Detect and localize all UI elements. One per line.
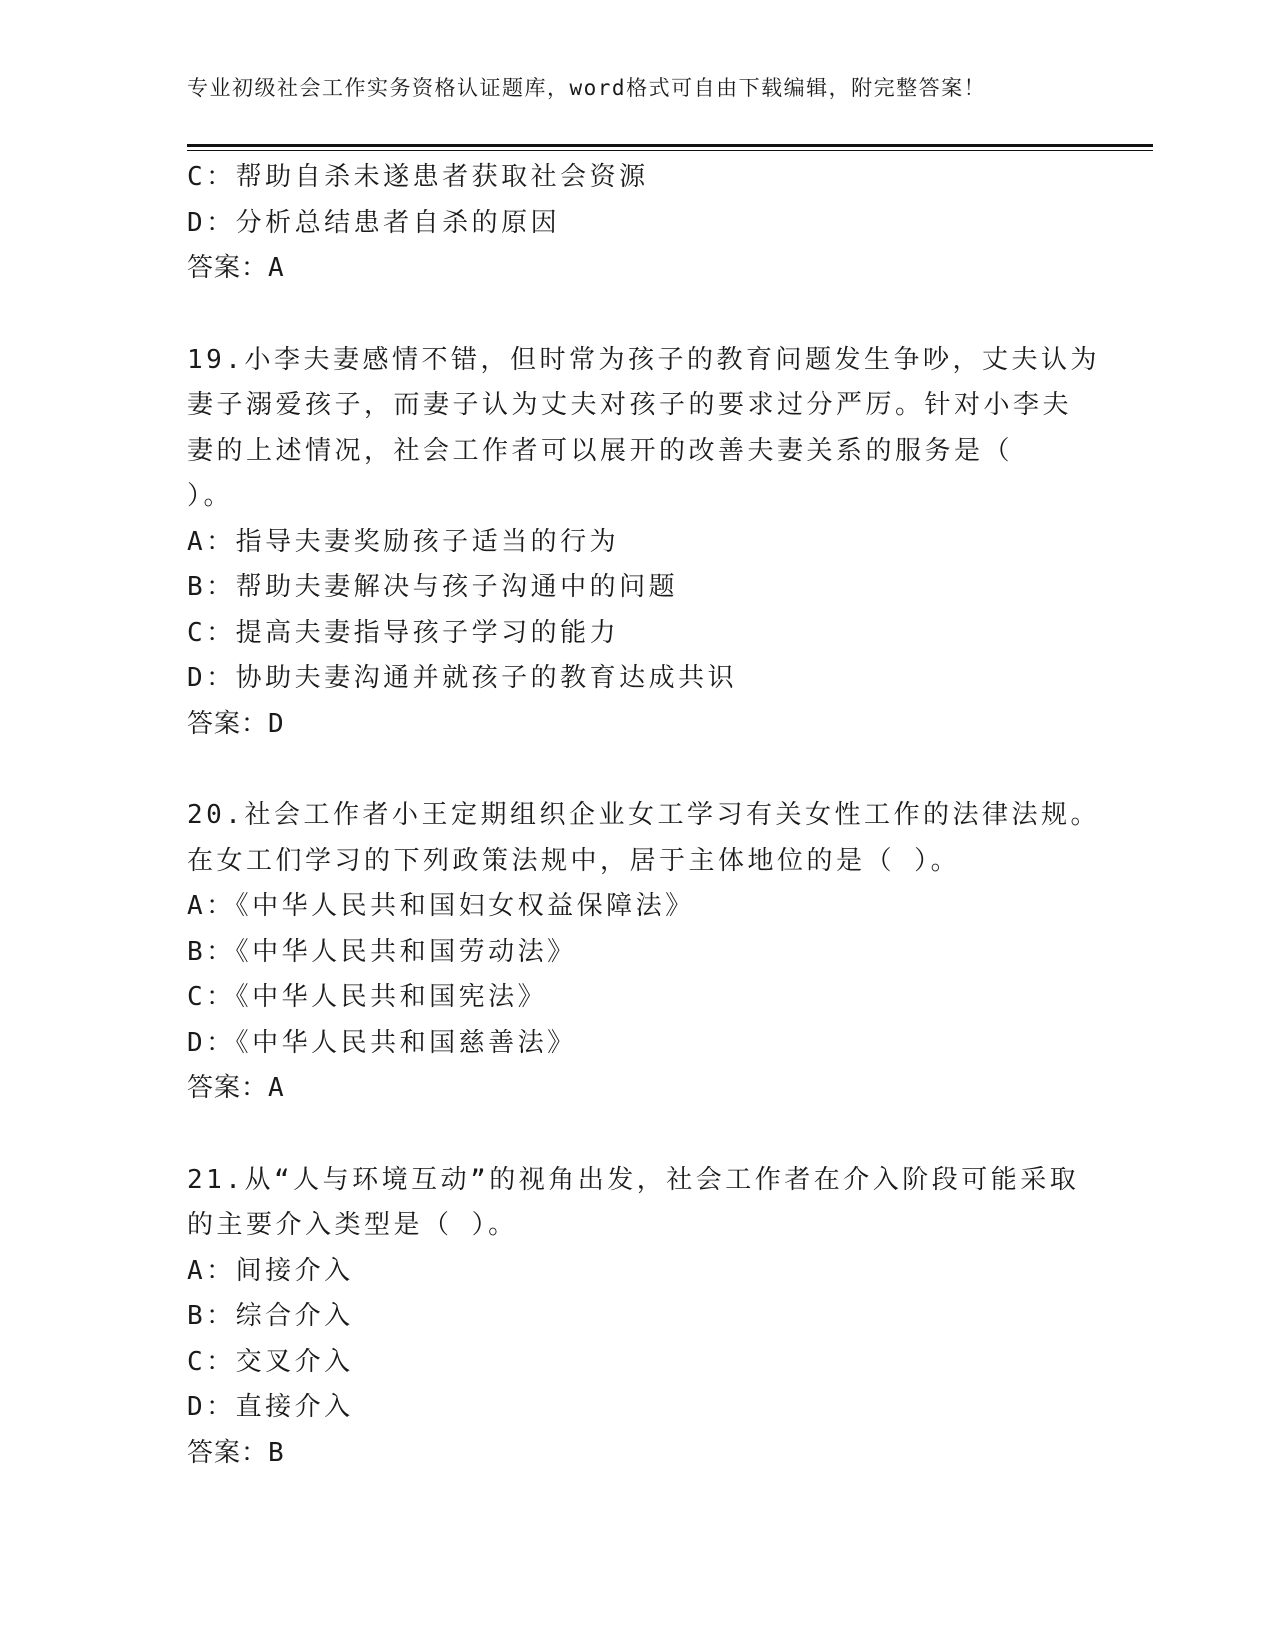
spacer [187, 747, 1067, 793]
question-text: 21.从“人与环境互动”的视角出发，社会工作者在介入阶段可能采取 [187, 1164, 1080, 1195]
answer: 答案：B [187, 1437, 285, 1468]
option-d: D：《中华人民共和国慈善法》 [187, 1027, 577, 1058]
answer: 答案：A [187, 1073, 285, 1103]
question-text: 在女工们学习的下列政策法规中，居于主体地位的是（ ）。 [187, 845, 961, 876]
question-text: ）。 [187, 481, 234, 511]
option-c: C：交叉介入 [187, 1346, 354, 1377]
page-header: 专业初级社会工作实务资格认证题库，word格式可自由下载编辑，附完整答案！ [187, 76, 987, 100]
question-text: 19.小李夫妻感情不错，但时常为孩子的教育问题发生争吵，丈夫认为 [187, 344, 1100, 375]
option-a: A：《中华人民共和国妇女权益保障法》 [187, 891, 695, 921]
option-a: A：指导夫妻奖励孩子适当的行为 [187, 526, 620, 557]
document-body [187, 155, 1100, 1476]
question-text: 的主要介入类型是（ ）。 [187, 1210, 518, 1240]
question-20 [187, 793, 1100, 1112]
option-a: A：间接介入 [187, 1255, 354, 1286]
option-d: D：直接介入 [187, 1392, 354, 1422]
question-18-tail [187, 155, 1067, 292]
question-text: 妻子溺爱孩子，而妻子认为丈夫对孩子的要求过分严厉。针对小李夫 [187, 390, 1073, 420]
option-b: B：帮助夫妻解决与孩子沟通中的问题 [187, 572, 679, 602]
question-19 [187, 338, 1100, 748]
answer: 答案：A [187, 253, 285, 283]
spacer [187, 1112, 1067, 1158]
header-rule [187, 144, 1153, 147]
option-c: C：帮助自杀未遂患者获取社会资源 [187, 162, 649, 192]
question-text: 妻的上述情况，社会工作者可以展开的改善夫妻关系的服务是（ [187, 435, 1014, 466]
option-d: D：分析总结患者自杀的原因 [187, 207, 561, 238]
option-c: C：《中华人民共和国宪法》 [187, 982, 548, 1012]
option-d: D：协助夫妻沟通并就孩子的教育达成共识 [187, 663, 738, 693]
question-21 [187, 1158, 1080, 1477]
question-text: 20.社会工作者小王定期组织企业女工学习有关女性工作的法律法规。 [187, 800, 1100, 830]
option-b: B：《中华人民共和国劳动法》 [187, 936, 577, 967]
spacer [187, 292, 1067, 338]
option-c: C：提高夫妻指导孩子学习的能力 [187, 617, 620, 648]
option-b: B：综合介入 [187, 1301, 354, 1331]
answer: 答案：D [187, 708, 285, 739]
